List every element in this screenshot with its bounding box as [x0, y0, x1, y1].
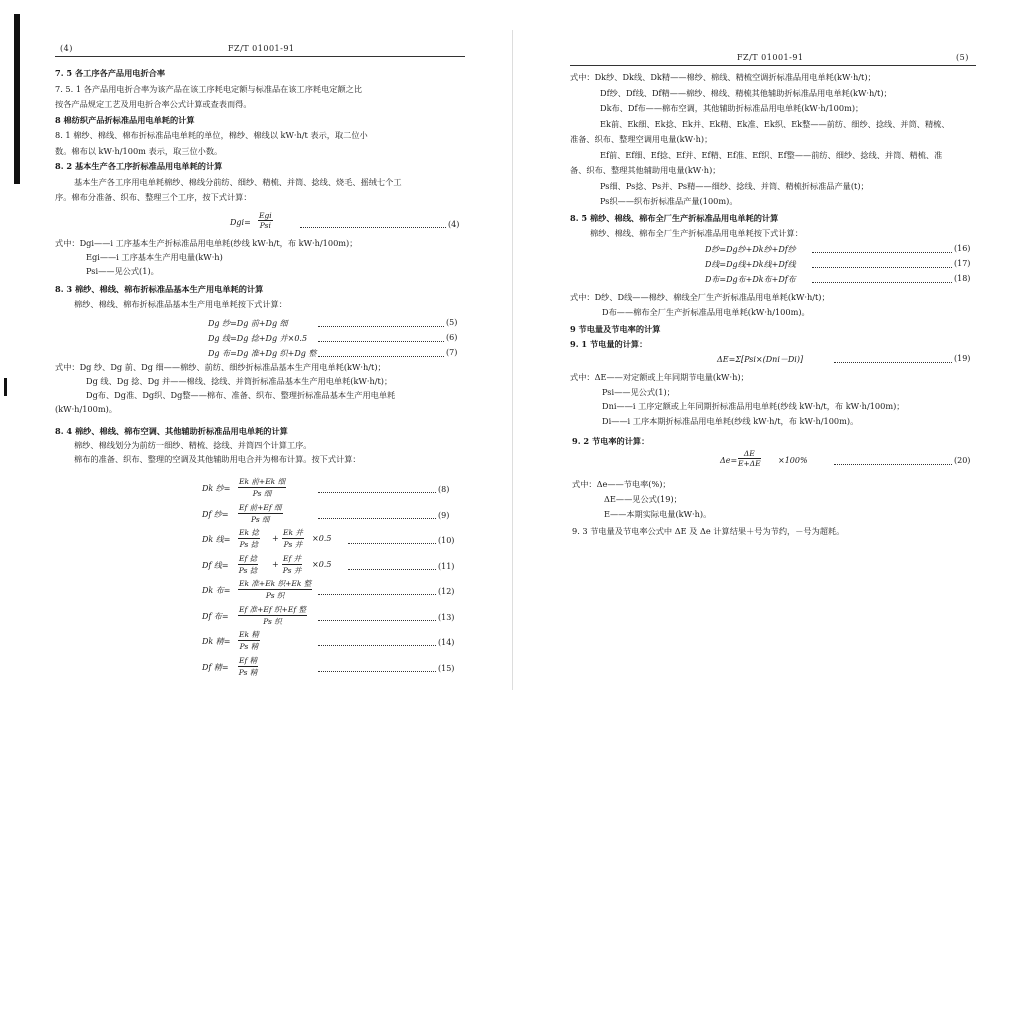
numerator: Ek 捻 [239, 528, 259, 537]
paragraph-line: 棉布的准备、织布、整理的空调及其他辅助用电合并为棉布计算。按下式计算： [74, 454, 361, 464]
doc-code: FZ/T 01001-91 [228, 44, 295, 53]
paragraph-line: 棉纱、棉线、棉布全厂生产折标准品用电单耗按下式计算： [590, 228, 803, 238]
equation-number: (11) [438, 561, 455, 571]
leader-dots [834, 464, 952, 465]
variable-definition: Dg布、Dg准、Dg织、Dg整——棉布、准备、织布、整理折标准品基本生产用电单耗 [86, 390, 396, 400]
eq4-number: (4) [448, 220, 460, 229]
variable-definition: 式中：ΔE——对定额或上年同期节电量(kW·h)； [570, 372, 749, 382]
equation-number: (18) [954, 274, 971, 283]
equation-fraction [282, 553, 302, 576]
header-rule [55, 56, 465, 57]
variable-definition: 备、织布、整理其他辅助用电量(kW·h)； [570, 165, 721, 175]
variable-definition: ΔE——见公式(19)； [604, 494, 682, 504]
leader-dots [318, 341, 444, 342]
paragraph-line: 序。棉布分准备、织布、整理三个工序，按下式计算： [55, 192, 252, 202]
right-page [512, 0, 1024, 1023]
section-heading: 8. 2 基本生产各工序折标准品用电单耗的计算 [55, 161, 223, 171]
eq4-fraction [258, 211, 273, 230]
equation-number: (7) [446, 348, 458, 357]
variable-definition: Dni——i 工序定额或上年同期折标准品用电单耗(纱线 kW·h/t，布 kW·h/100m)； [602, 401, 905, 411]
section-heading: 8 棉纺织产品折标准品用电单耗的计算 [55, 114, 195, 125]
equation: D纱=Dg纱+Dk纱+Df纱 [705, 245, 796, 254]
page-number: (5) [956, 53, 969, 62]
variable-definition: Psi——见公式(1)。 [86, 266, 159, 276]
leader-dots [834, 362, 952, 363]
doc-code: FZ/T 01001-91 [737, 53, 804, 62]
section-heading: 8. 5 棉纱、棉线、棉布全厂生产折标准品用电单耗的计算 [570, 213, 779, 223]
eq20-number: (20) [954, 456, 971, 465]
numerator: Ef 捻 [239, 553, 258, 563]
numerator: Ef 前+Ef 细 [239, 502, 282, 512]
variable-definition: 式中：Dg 纱、Dg 前、Dg 细——棉纱、前纺、细纱折标准品基本生产用电单耗(kW·h/t)； [55, 362, 386, 372]
equation-number: (14) [438, 638, 455, 647]
plus-sign: + [272, 559, 279, 569]
eq20-label: Δe= [720, 456, 738, 465]
plus-sign: + [272, 534, 279, 543]
numerator: Ek 前+Ek 细 [239, 477, 286, 486]
equation-number: (6) [446, 333, 458, 342]
variable-definition: Ek前、Ek细、Ek捻、Ek并、Ek精、Ek准、Ek织、Ek整——前纺、细纱、捻线、并筒、精梳、 [600, 118, 950, 129]
equation-fraction [238, 502, 283, 525]
equation-fraction [282, 527, 304, 550]
variable-definition: 准备、织布、整理空调用电量(kW·h)； [570, 134, 713, 144]
equation-label: Dk 布= [202, 586, 231, 595]
leader-dots [318, 492, 436, 493]
eq20-tail: ×100% [778, 456, 808, 465]
equation-number: (9) [438, 510, 450, 520]
leader-dots [318, 356, 444, 357]
eq4-den: Psi [259, 221, 271, 230]
multiplier: ×0.5 [312, 559, 332, 569]
denominator: Ps 精 [238, 667, 258, 677]
denominator: Ps 捻 [239, 540, 259, 549]
paragraph-line: 棉纱、棉线划分为前纺一细纱、精梳、捻线、并筒四个计算工序。 [74, 440, 312, 450]
leader-dots [318, 518, 436, 519]
equation: D线=Dg线+Dk线+Df线 [705, 260, 796, 269]
denominator: Ps 并 [282, 565, 302, 575]
denominator: Ps 并 [283, 540, 303, 549]
equation-number: (5) [446, 318, 458, 327]
denominator: Ps 细 [250, 514, 270, 524]
numerator: Ef 准+Ef 织+Ef 整 [239, 604, 306, 614]
equation-fraction [238, 604, 307, 627]
equation: Dg 线=Dg 捻+Dg 并×0.5 [208, 334, 308, 343]
section-9-2: 9. 2 节电率的计算： [572, 436, 650, 446]
leader-dots [348, 543, 436, 544]
variable-definition: Di——i 工序本期折标准品用电单耗(纱线 kW·h/t，布 kW·h/100m)。 [602, 415, 859, 426]
equation: D布=Dg布+Dk布+Df布 [705, 275, 796, 284]
variable-definition: Egi——i 工序基本生产用电量(kW·h) [86, 252, 223, 262]
equation: Dg 纱=Dg 前+Dg 细 [208, 319, 288, 328]
denominator: Ps 织 [265, 591, 285, 600]
leader-dots [318, 326, 444, 327]
paragraph-line: 基本生产各工序用电单耗棉纱、棉线分前纺、细纱、精梳、并筒、捻线、烧毛、摇绒七个工 [74, 176, 402, 187]
variable-definition: 式中：Dk纱、Dk线、Dk精——棉纱、棉线、精梳空调折标准品用电单耗(kW·h/t)； [570, 72, 876, 82]
denominator: Ps 捻 [238, 565, 258, 575]
section-heading: 8. 3 棉纱、棉线、棉布折标准品基本生产用电单耗的计算 [55, 284, 264, 294]
equation-fraction [238, 629, 260, 652]
eq19: ΔE=Σ[Psi×(Dni－Di)] [717, 355, 804, 364]
leader-dots [812, 282, 952, 283]
variable-definition: 式中：Δe——节电率(%)； [572, 479, 671, 489]
variable-definition: 式中：Dgi——i 工序基本生产折标准品用电单耗(纱线 kW·h/t，布 kW·h/100m)； [55, 238, 358, 248]
eq19-number: (19) [954, 354, 971, 363]
equation-number: (10) [438, 536, 455, 545]
header-rule [570, 65, 976, 66]
equation-label: Df 精= [202, 662, 229, 672]
numerator: Ef 并 [283, 553, 302, 563]
leader-dots [348, 569, 436, 570]
numerator: Ek 准+Ek 织+Ek 整 [239, 579, 312, 588]
equation-fraction [238, 476, 286, 499]
section-heading: 9 节电量及节电率的计算 [570, 324, 661, 334]
equation-label: Df 纱= [202, 509, 229, 519]
numerator: Ek 精 [239, 630, 259, 639]
equation-label: Dk 纱= [202, 484, 231, 493]
variable-definition: Ps织——织布折标准品产量(100m)。 [600, 196, 738, 206]
page-number: (4) [60, 44, 73, 53]
equation-fraction [238, 655, 258, 678]
variable-definition: (kW·h/100m)。 [55, 404, 117, 414]
paragraph-line: 7. 5. 1 各产品用电折合率为该产品在该工序耗电定额与标准品在该工序耗电定额之比 [55, 83, 363, 94]
denominator: Ps 织 [263, 616, 282, 626]
equation-label: Df 线= [202, 560, 229, 570]
leader-dots [318, 671, 436, 672]
variable-definition: Ps细、Ps捻、Ps并、Ps精——细纱、捻线、并筒、精梳折标准品产量(t)； [600, 180, 869, 191]
eq20-den: E+ΔE [738, 459, 761, 468]
eq4-num: Egi [259, 211, 272, 220]
equation-fraction [238, 527, 260, 550]
equation-fraction [238, 553, 258, 576]
equation-number: (12) [438, 587, 455, 596]
equation-number: (16) [954, 244, 971, 253]
leader-dots [812, 252, 952, 253]
equation-fraction [238, 578, 312, 601]
variable-definition: Dk布、Df布——棉布空调，其他辅助折标准品用电单耗(kW·h/100m)； [600, 103, 864, 113]
variable-definition: Psi——见公式(1)； [602, 386, 675, 397]
numerator: Ef 精 [239, 655, 258, 665]
variable-definition: Df纱、Df线、Df精——棉纱、棉线、精梳其他辅助折标准品用电单耗(kW·h/t)； [600, 87, 892, 98]
paragraph-line: 数。棉布以 kW·h/100m 表示，取三位小数。 [55, 145, 223, 156]
eq20-num: ΔE [738, 449, 761, 459]
equation-number: (15) [438, 663, 455, 673]
equation-label: Dk 线= [202, 535, 231, 544]
equation: Dg 布=Dg 准+Dg 织+Dg 整 [208, 349, 317, 358]
leader-dots [300, 227, 446, 228]
denominator: Ps 精 [239, 642, 259, 651]
section-9-3: 9. 3 节电量及节电率公式中 ΔE 及 Δe 计算结果＋号为节约，－号为超耗。 [572, 526, 845, 536]
multiplier: ×0.5 [312, 534, 332, 543]
variable-definition: E——本期实际电量(kW·h)。 [604, 509, 712, 519]
section-heading: 7. 5 各工序各产品用电折合率 [55, 68, 166, 78]
variable-definition: Ef前、Ef细、Ef捻、Ef并、Ef精、Ef准、Ef织、Ef整——前纺、细纱、捻线、并筒、精梳、准 [600, 149, 943, 160]
leader-dots [318, 645, 436, 646]
equation-number: (17) [954, 259, 971, 268]
paragraph-line: 棉纱、棉线、棉布折标准品基本生产用电单耗按下式计算： [74, 299, 287, 309]
numerator: Ek 并 [283, 528, 303, 537]
equation-number: (8) [438, 485, 450, 494]
paragraph-line: 8. 1 棉纱、棉线、棉布折标准品电单耗的单位，棉纱、棉线以 kW·h/t 表示，取二位小 [55, 130, 368, 140]
equation-label: Df 布= [202, 611, 229, 621]
variable-definition: D布——棉布全厂生产折标准品用电单耗(kW·h/100m)。 [602, 307, 810, 317]
leader-dots [318, 620, 436, 621]
equation-number: (13) [438, 612, 455, 622]
equation-label: Dk 精= [202, 637, 231, 646]
variable-definition: 式中：D纱、D线——棉纱、棉线全厂生产折标准品用电单耗(kW·h/t)； [570, 292, 830, 302]
section-heading: 9. 1 节电量的计算： [570, 339, 648, 349]
eq20-fraction [738, 449, 761, 468]
section-heading: 8. 4 棉纱、棉线、棉布空调、其他辅助折标准品用电单耗的计算 [55, 426, 288, 436]
paragraph-line: 按各产品规定工艺及用电折合率公式计算或查表而得。 [55, 99, 252, 109]
variable-definition: Dg 线、Dg 捻、Dg 并——棉线、捻线、并筒折标准品基本生产用电单耗(kW·h/t)； [86, 376, 393, 386]
leader-dots [318, 594, 436, 595]
leader-dots [812, 267, 952, 268]
eq4-label: Dgi= [230, 218, 251, 227]
denominator: Ps 细 [252, 489, 272, 498]
